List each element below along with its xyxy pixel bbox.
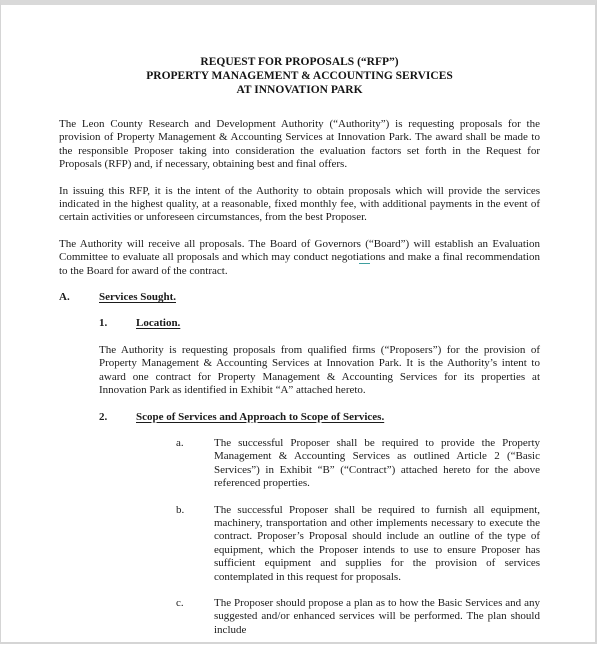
title-line-3: AT INNOVATION PARK xyxy=(236,84,363,96)
paragraph3-text-after: ons and make a final recommendation to the Board for award of the contract. xyxy=(59,251,540,277)
item-2-subitems xyxy=(176,437,540,637)
intro-paragraph-1: The Leon County Research and Development Authority (“Authority”) is requesting proposals for the provision of Property Management & Accounting Services at Innovation Park. The award shall be made to the responsible Proposer taking into consideration the evaluation factors set forth in the Request for Proposals (RFP) and, if necessary, obtaining best and final offers. xyxy=(59,118,540,171)
subitem-c-body: The Proposer should propose a plan as to how the Basic Services and any suggested and/or enhanced services will be performed. The plan should include xyxy=(214,596,540,636)
subitem-c xyxy=(176,597,540,637)
section-a-heading: Services Sought. xyxy=(99,291,176,304)
item-1-heading: Location. xyxy=(136,317,181,330)
section-a-label: A. xyxy=(59,291,70,304)
item-2-heading: Scope of Services and Approach to Scope of Services. xyxy=(136,410,385,423)
section-a-body xyxy=(99,317,540,637)
item-2-heading-row xyxy=(99,411,540,424)
subitem-a-label: a. xyxy=(176,436,184,449)
document-content xyxy=(1,5,595,637)
subitem-b-body: The successful Proposer shall be required to furnish all equipment, machinery, transportation and other implements necessary to execute the contract. Proposer’s Proposal should include an outline of the type of equipment, which the Proposer intends to use to ensure Proposer has sufficient equipment and supplies for the provision of services contemplated in this request for proposals. xyxy=(214,503,540,583)
item-2-label: 2. xyxy=(99,410,108,423)
subitem-a-body: The successful Proposer shall be required to provide the Property Management & Accounting Services as outlined Article 2 (“Basic Services”) in Exhibit “B” (“Contract”) attached hereto for the above referenced properties. xyxy=(214,436,540,490)
intro-paragraph-2: In issuing this RFP, it is the intent of the Authority to obtain proposals which will provide the services indicated in the highest quality, at a reasonable, fixed monthly fee, with additional payments in the event of certain activities or unforeseen circumstances, from the best Proposer. xyxy=(59,184,540,224)
spellcheck-underline-mark: ati xyxy=(359,251,371,264)
subitem-a xyxy=(176,437,540,491)
paragraph3-text-before: The Authority will receive all proposals. The Board of Governors (“Board”) will establish an Evaluation Committee to evaluate all proposals and which may conduct negoti xyxy=(59,237,540,264)
item-1-heading-row xyxy=(99,317,540,330)
subitem-b-label: b. xyxy=(176,503,185,516)
title-line-2: PROPERTY MANAGEMENT & ACCOUNTING SERVICES xyxy=(146,70,453,82)
section-a-heading-row xyxy=(59,291,540,304)
document-title xyxy=(59,55,540,97)
item-1-label: 1. xyxy=(99,317,108,330)
subitem-b xyxy=(176,504,540,584)
item-1-body: The Authority is requesting proposals from qualified firms (“Proposers”) for the provision of Property Management & Accounting Services at Innovation Park. It is the Authority’s intent to award one contract for Property Management & Accounting Services for its properties at Innovation Park as identified in Exhibit “A” attached hereto. xyxy=(99,343,540,397)
intro-paragraph-3 xyxy=(59,238,540,278)
title-line-1: REQUEST FOR PROPOSALS (“RFP”) xyxy=(200,56,399,68)
subitem-c-label: c. xyxy=(176,596,184,609)
